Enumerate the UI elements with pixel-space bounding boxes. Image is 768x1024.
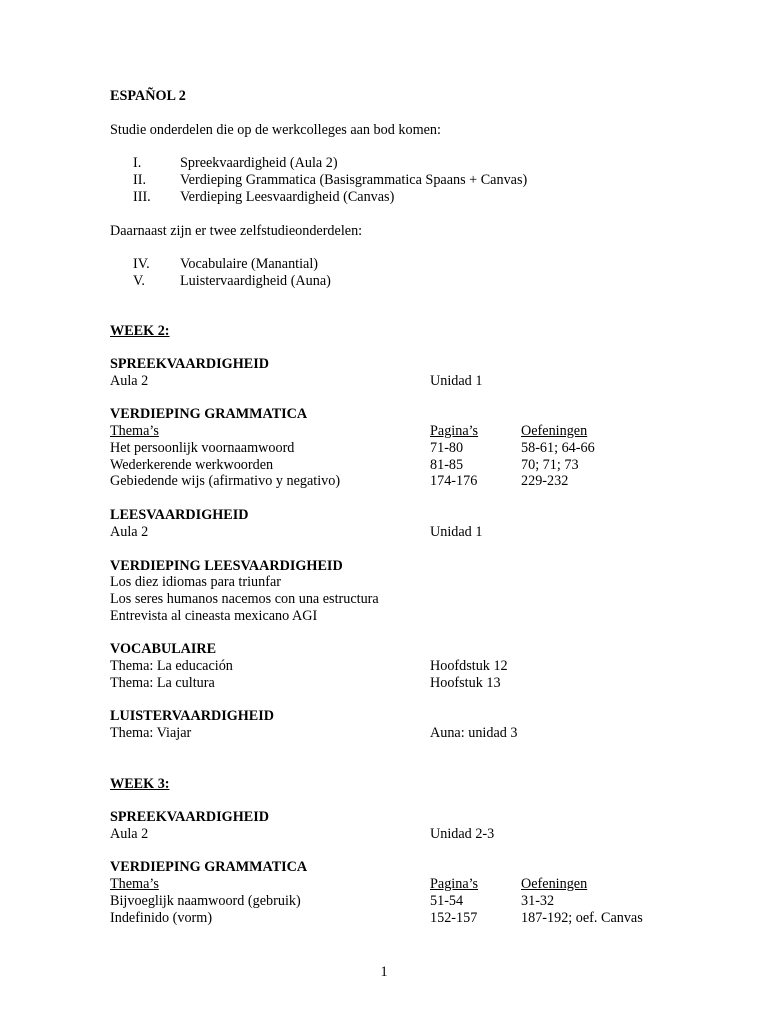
w2-lees-heading: LEESVAARDIGHEID xyxy=(110,507,249,523)
w3-spreek-value: Unidad 2-3 xyxy=(430,826,495,842)
w3-spreek-label: Aula 2 xyxy=(110,826,149,842)
w2-vocab-label: Thema: La cultura xyxy=(110,675,215,691)
w2-gram-theme: Wederkerende werkwoorden xyxy=(110,457,274,473)
week2-heading: WEEK 2: xyxy=(110,323,170,339)
w2-lees-label: Aula 2 xyxy=(110,524,149,540)
page-number: 1 xyxy=(380,964,388,980)
w2-col-exercises: Oefeningen xyxy=(521,423,588,439)
part-number: III. xyxy=(133,189,151,205)
part-number: I. xyxy=(133,155,142,171)
w3-gram-theme: Bijvoeglijk naamwoord (gebruik) xyxy=(110,893,301,909)
intro-text: Studie onderdelen die op de werkcolleges aan bod komen: xyxy=(110,122,441,138)
w2-vlees-item: Los seres humanos nacemos con una estructura xyxy=(110,591,379,607)
w2-lees-value: Unidad 1 xyxy=(430,524,483,540)
w3-spreek-heading: SPREEKVAARDIGHEID xyxy=(110,809,269,825)
w2-spreek-value: Unidad 1 xyxy=(430,373,483,389)
w2-spreek-label: Aula 2 xyxy=(110,373,149,389)
w2-luister-value: Auna: unidad 3 xyxy=(430,725,518,741)
w2-vocab-label: Thema: La educación xyxy=(110,658,233,674)
w3-gram-pages: 51-54 xyxy=(430,893,464,909)
week3-heading: WEEK 3: xyxy=(110,776,170,792)
w2-spreek-heading: SPREEKVAARDIGHEID xyxy=(110,356,269,372)
part-text: Verdieping Grammatica (Basisgrammatica Spaans + Canvas) xyxy=(180,172,528,188)
w3-col-exercises: Oefeningen xyxy=(521,876,588,892)
w3-gram-theme: Indefinido (vorm) xyxy=(110,910,213,926)
w2-vocab-value: Hoofstuk 13 xyxy=(430,675,501,691)
w2-gram-exercises: 229-232 xyxy=(521,473,569,489)
w2-gram-exercises: 70; 71; 73 xyxy=(521,457,579,473)
w2-col-pages: Pagina’s xyxy=(430,423,479,439)
self-study-number: V. xyxy=(133,273,145,289)
w2-vlees-item: Los diez idiomas para triunfar xyxy=(110,574,281,590)
w2-vocab-value: Hoofdstuk 12 xyxy=(430,658,508,674)
w3-gram-heading: VERDIEPING GRAMMATICA xyxy=(110,859,308,875)
w2-col-theme: Thema’s xyxy=(110,423,159,439)
w2-gram-pages: 81-85 xyxy=(430,457,464,473)
w3-gram-exercises: 31-32 xyxy=(521,893,555,909)
self-study-text: Luistervaardigheid (Auna) xyxy=(180,273,331,289)
document-title: ESPAÑOL 2 xyxy=(110,88,186,104)
w2-gram-heading: VERDIEPING GRAMMATICA xyxy=(110,406,308,422)
w2-gram-pages: 71-80 xyxy=(430,440,464,456)
part-text: Verdieping Leesvaardigheid (Canvas) xyxy=(180,189,395,205)
w3-gram-pages: 152-157 xyxy=(430,910,478,926)
w2-vocab-heading: VOCABULAIRE xyxy=(110,641,217,657)
w2-gram-theme: Gebiedende wijs (afirmativo y negativo) xyxy=(110,473,341,489)
part-text: Spreekvaardigheid (Aula 2) xyxy=(180,155,338,171)
w2-vlees-heading: VERDIEPING LEESVAARDIGHEID xyxy=(110,558,343,574)
w2-gram-pages: 174-176 xyxy=(430,473,478,489)
self-study-text: Vocabulaire (Manantial) xyxy=(180,256,319,272)
w2-gram-exercises: 58-61; 64-66 xyxy=(521,440,595,456)
w3-gram-exercises: 187-192; oef. Canvas xyxy=(521,910,643,926)
w2-luister-label: Thema: Viajar xyxy=(110,725,192,741)
w2-luister-heading: LUISTERVAARDIGHEID xyxy=(110,708,275,724)
self-study-number: IV. xyxy=(133,256,150,272)
self-study-intro: Daarnaast zijn er twee zelfstudieonderdelen: xyxy=(110,223,363,239)
w3-col-theme: Thema’s xyxy=(110,876,159,892)
part-number: II. xyxy=(133,172,146,188)
w2-vlees-item: Entrevista al cineasta mexicano AGI xyxy=(110,608,318,624)
w3-col-pages: Pagina’s xyxy=(430,876,479,892)
w2-gram-theme: Het persoonlijk voornaamwoord xyxy=(110,440,295,456)
